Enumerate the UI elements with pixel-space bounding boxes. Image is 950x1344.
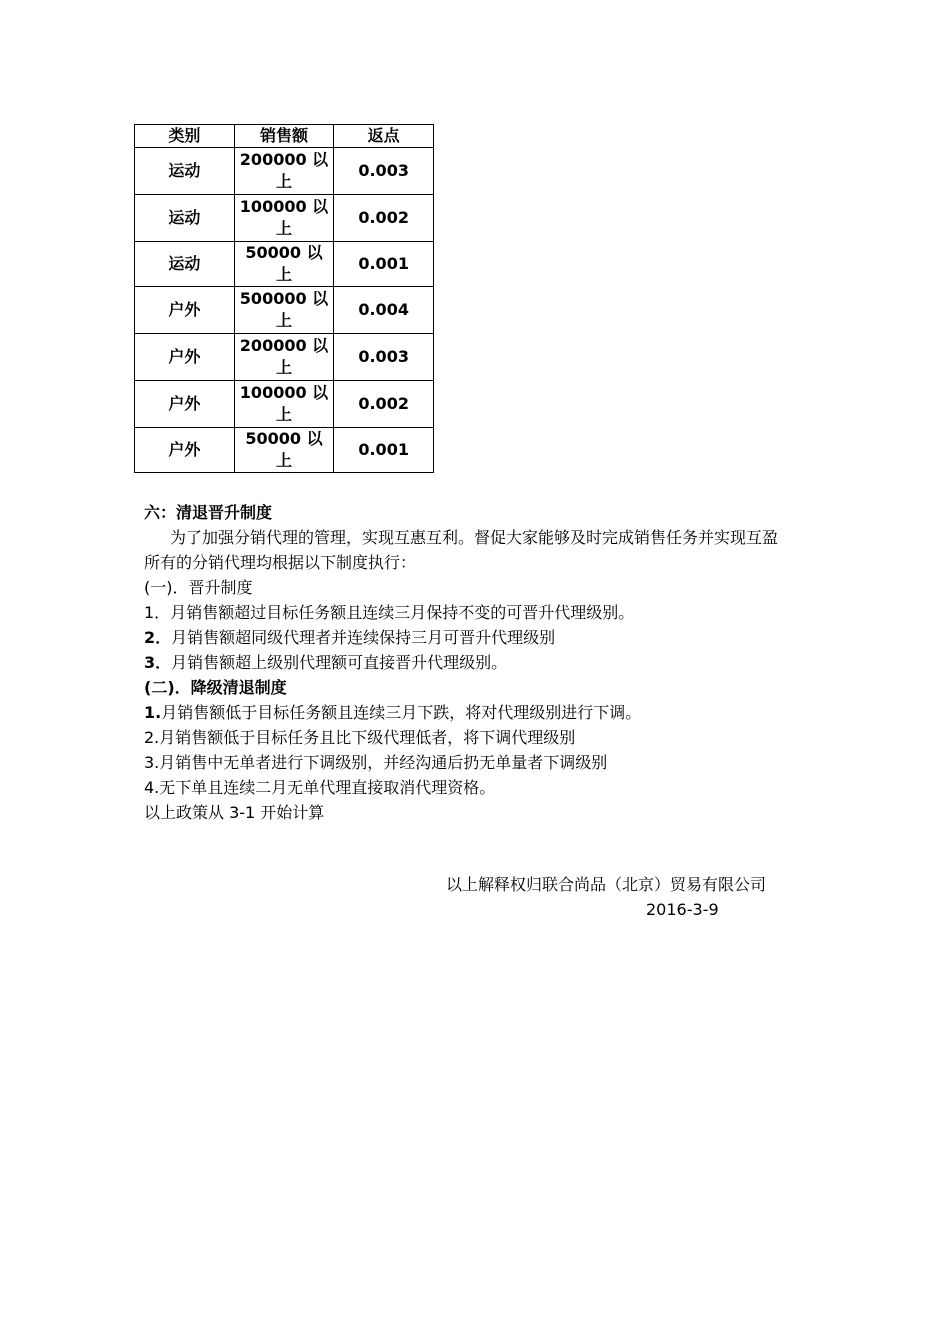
category-cell: 运动 bbox=[135, 148, 235, 195]
list-item-number: 2. bbox=[144, 728, 160, 747]
table-row bbox=[135, 334, 434, 381]
document-date: 2016-3-9 bbox=[646, 900, 719, 919]
list-item-text: 无下单且连续二月无单代理直接取消代理资格。 bbox=[159, 778, 496, 797]
list-item bbox=[144, 725, 824, 750]
table-row bbox=[135, 242, 434, 287]
list-item-number: 3. bbox=[144, 753, 160, 772]
list-item-text: 月销售额超上级别代理额可直接晋升代理级别。 bbox=[171, 653, 508, 672]
header-rebate: 返点 bbox=[334, 125, 434, 148]
category-cell: 运动 bbox=[135, 242, 235, 287]
list-item bbox=[144, 775, 824, 800]
header-sales: 销售额 bbox=[234, 125, 334, 148]
list-item bbox=[144, 625, 824, 650]
category-cell: 户外 bbox=[135, 287, 235, 334]
rebate-cell: 0.004 bbox=[334, 287, 434, 334]
category-cell: 户外 bbox=[135, 334, 235, 381]
list-item-number: 3． bbox=[144, 653, 172, 672]
table-row bbox=[135, 195, 434, 242]
sales-cell: 500000 以上 bbox=[234, 287, 334, 334]
policy-note: 以上政策从 3-1 开始计算 bbox=[144, 803, 325, 822]
category-cell: 户外 bbox=[135, 381, 235, 428]
table-row bbox=[135, 381, 434, 428]
list-item-number: 4. bbox=[144, 778, 160, 797]
rebate-cell: 0.001 bbox=[334, 428, 434, 473]
intro-paragraph-line-1: 为了加强分销代理的管理，实现互惠互利。督促大家能够及时完成销售任务并实现互盈 bbox=[170, 528, 779, 547]
category-cell: 户外 bbox=[135, 428, 235, 473]
sales-cell: 200000 以上 bbox=[234, 148, 334, 195]
promotion-heading: (一)．晋升制度 bbox=[144, 578, 253, 597]
rebate-cell: 0.003 bbox=[334, 334, 434, 381]
sales-cell: 200000 以上 bbox=[234, 334, 334, 381]
list-item-text: 月销售额超过目标任务额且连续三月保持不变的可晋升代理级别。 bbox=[170, 603, 635, 622]
demotion-heading: (二)．降级清退制度 bbox=[144, 678, 287, 697]
list-item bbox=[144, 650, 824, 675]
category-cell: 运动 bbox=[135, 195, 235, 242]
table-row bbox=[135, 428, 434, 473]
sales-cell: 100000 以上 bbox=[234, 195, 334, 242]
sales-cell: 50000 以上 bbox=[234, 428, 334, 473]
section-title: 六：清退晋升制度 bbox=[144, 503, 273, 522]
rebate-table bbox=[134, 124, 434, 473]
rebate-cell: 0.003 bbox=[334, 148, 434, 195]
sales-cell: 100000 以上 bbox=[234, 381, 334, 428]
list-item-text: 月销售中无单者进行下调级别，并经沟通后扔无单量者下调级别 bbox=[159, 753, 608, 772]
table-row bbox=[135, 287, 434, 334]
list-item-text: 月销售额超同级代理者并连续保持三月可晋升代理级别 bbox=[171, 628, 556, 647]
rebate-cell: 0.001 bbox=[334, 242, 434, 287]
sales-cell: 50000 以上 bbox=[234, 242, 334, 287]
list-item bbox=[144, 600, 824, 625]
intro-paragraph-line-2: 所有的分销代理均根据以下制度执行： bbox=[144, 553, 417, 572]
signature-block bbox=[446, 872, 766, 922]
promotion-demotion-section bbox=[144, 500, 824, 825]
list-item-number: 1． bbox=[144, 603, 171, 622]
table-row bbox=[135, 148, 434, 195]
list-item-text: 月销售额低于目标任务额且连续三月下跌，将对代理级别进行下调。 bbox=[161, 703, 642, 722]
list-item-text: 月销售额低于目标任务且比下级代理低者，将下调代理级别 bbox=[159, 728, 576, 747]
rebate-cell: 0.002 bbox=[334, 195, 434, 242]
list-item-number: 1. bbox=[144, 703, 162, 722]
header-category: 类别 bbox=[135, 125, 235, 148]
company-statement: 以上解释权归联合尚品（北京）贸易有限公司 bbox=[446, 875, 767, 894]
list-item bbox=[144, 700, 824, 725]
list-item-number: 2． bbox=[144, 628, 172, 647]
list-item bbox=[144, 750, 824, 775]
table-header-row bbox=[135, 125, 434, 148]
rebate-cell: 0.002 bbox=[334, 381, 434, 428]
